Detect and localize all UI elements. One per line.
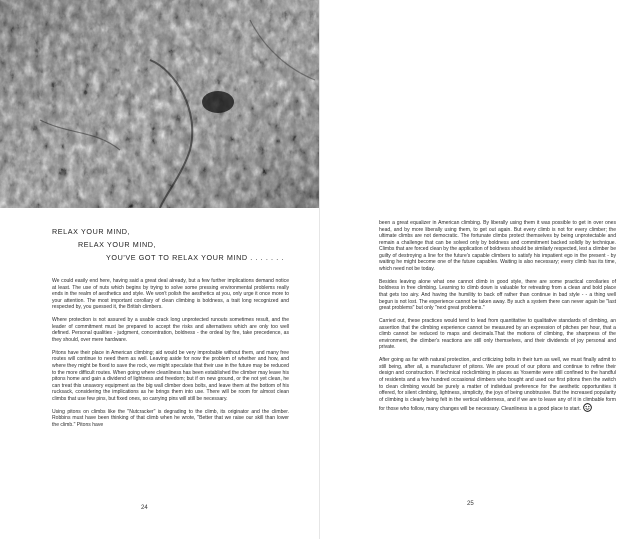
right-page-body (379, 220, 616, 421)
rock-wall-photo (0, 0, 319, 208)
paragraph: Besides leaving alone what one cannot climb in good style, there are some practical corollaries of boldness in free climbing. Learning to climb down is valuable for retreating from a clean and bold place that gets too airy. And having the humility to back off rather than continue in bad style - - a thing well begun is not lost. The experience cannot be taken away. By such a system there can never again be "last great problems" but only "next great problems." (379, 278, 616, 312)
left-page-body (52, 278, 289, 435)
granite-texture-image (0, 0, 319, 208)
paragraph: We could easily end here, having said a great deal already, but a few further implications demand notice at least. The use of nuts which begins by trying to solve some pressing environmental problems really ends in the realm of aesthetics and style. We won't polish the aesthetics at you, only urge it once more to your attention. The most important corollary of clean climbing is boldness, a trait long recognized and respected by, you guessed it, the British climbers. (52, 278, 289, 311)
paragraph: Using pitons on climbs like the "Nutcracker" is degrading to the climb, its originator and the climber. Robbins must have been thinking of that climb when he wrote, "Better that we raise our skill than lower the climb." Pitons have (52, 408, 289, 428)
paragraph: been a great equalizer in American climbing. By liberally using them it was possible to get in over ones head, and by more liberally using them, to get out again. But every climb is not for every climber; the ultimate climbs are not democratic. The fortunate climbs protect themselves by being unprotectable and remain a challenge that can be solved only by boldness and commitment backed solidly by technique. Climbs that are forced clean by the application of boldness should be similarly respected, lest a climber be guilty of destroying a line for the future's capable climbers to satisfy his impatient ego in the present - by waiting he might become one of the future capables. Waiting is also necessary; every climb has its time, which need not be today. (379, 220, 616, 272)
heading-line-2: RELAX YOUR MIND, (78, 240, 157, 249)
heading-line-3: YOU'VE GOT TO RELAX YOUR MIND . . . . . . . (106, 253, 285, 262)
paragraph-text: After going as far with natural protection, and criticizing bolts in their turn as well, we must finally admit to still being, after all, a manufacturer of pitons. We are proud of our pitons and continue to refine their design and construction. If technical rockclimbing in places as Yosemite were still confined to the handful of residents and a few hundred occasional climbers who bought and used our first pitons then the switch to clean climbing would be purely a matter of individual preference for the aesthetic opportunities it offered, for silent climbing, lightness, simplicity, the joys of being unobtrusive. But the increased popularity of climbing is clearly being felt in the vertical wilderness, and if we are to leave any of it in climbable form for those who follow, many changes will be necessary. Cleanliness is a good place to start. (379, 357, 616, 413)
smiley-face-icon (583, 403, 592, 415)
rock-pocket (202, 91, 234, 113)
paragraph: Where protection is not assured by a usable crack long unprotected runouts sometimes result, and the leader of commitment must be prepared to accept the risks and alternatives which are only too well defined. Personal qualities - judgment, concentration, boldness - the ordeal by fire, take precedence, as they should, over mere hardware. (52, 317, 289, 343)
page-gutter (319, 0, 320, 539)
paragraph-last (379, 357, 616, 414)
heading-line-1: RELAX YOUR MIND, (52, 227, 131, 236)
page-number-left: 24 (141, 505, 148, 511)
page-number-right: 25 (467, 501, 474, 507)
paragraph: Carried out, these practices would tend to lead from quantitative to qualitative standards of climbing, an assertion that the climbing experience cannot be measured by an expression of pitches per hour, that a climb cannot be reduced to maps and decimals.That the motions of climbing, the sharpness of the environment, the climber's reactions are still only themselves, and their dividends of joy personal and private. (379, 318, 616, 351)
paragraph: Pitons have their place in American climbing; aid would be very improbable without them, and many free routes will continue to need them as well. Leaving aside for now the problem of whether and how, and where they might be fixed to save the rock, we might speculate that their use in the future may be reduced to the more difficult routes. When going where cleanliness has been established the climber may leave his pitons home and gain a dividend of lightness and freedom; but if on new ground, or the not yet clean, he can treat this unsavory equipment as the big wall climber does bolts, and leave them at the bottom of his rucksack, considering the implications as he brings them into use. There will be room for almost clean climbs that use few pins, but fixed ones, so carrying pins will still be necessary. (52, 349, 289, 402)
